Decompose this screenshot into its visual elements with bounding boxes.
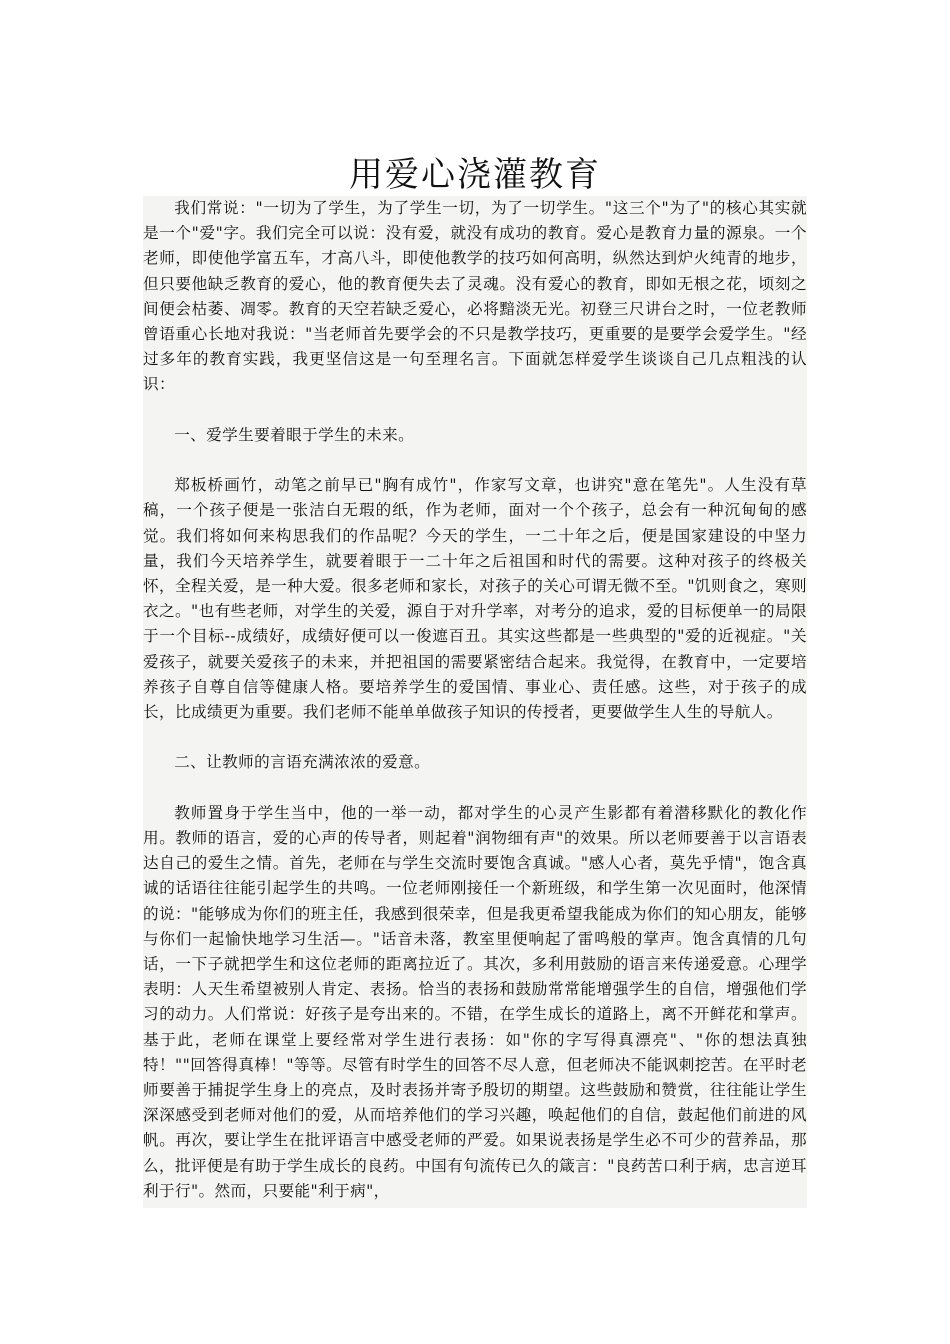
section-1-paragraph: 郑板桥画竹，动笔之前早已"胸有成竹"，作家写文章，也讲究"意在笔先"。人生没有草稿，一个孩子便是一张洁白无瑕的纸，作为老师，面对一个个孩子，总会有一种沉甸甸的感觉。我们将如何来构思我们的作品呢？今天的学生，一二十年之后，便是国家建设的中坚力量，我们今天培养学生，就要着眼于一二十年之后祖国和时代的需要。这种对孩子的终极关怀，全程关爱，是一种大爱。很多老师和家长，对孩子的关心可谓无微不至。"饥则食之，寒则衣之。"也有些老师，对学生的关爱，源自于对升学率，对考分的追求，爱的目标便单一的局限于一个目标--成绩好，成绩好便可以一俊遮百丑。其实这些都是一些典型的"爱的近视症。"关爱孩子，就要关爱孩子的未来，并把祖国的需要紧密结合起来。我觉得，在教育中，一定要培养孩子自尊自信等健康人格。要培养学生的爱国情、事业心、责任感。这些，对于孩子的成长，比成绩更为重要。我们老师不能单单做孩子知识的传授者，更要做学生人生的导航人。 <box>143 476 807 722</box>
document-title: 用爱心浇灌教育 <box>349 154 601 195</box>
section-heading-1: 一、爱学生要着眼于学生的未来。 <box>174 425 415 444</box>
paragraph-gap <box>143 725 807 750</box>
section-heading-2: 二、让教师的言语充满浓浓的爱意。 <box>174 753 431 772</box>
paragraph-gap <box>143 776 807 801</box>
paragraph-gap <box>143 398 807 423</box>
document-body <box>143 196 807 1208</box>
paragraph-gap <box>143 448 807 473</box>
section-2-paragraph: 教师置身于学生当中，他的一举一动，都对学生的心灵产生影都有着潜移默化的教化作用。教师的语言，爱的心声的传导者，则起着"润物细有声"的效果。所以老师要善于以言语表达自己的爱生之情。首先，老师在与学生交流时要饱含真诚。"感人心者，莫先乎情"，饱含真诚的话语往往能引起学生的共鸣。一位老师刚接任一个新班级，和学生第一次见面时，他深情的说："能够成为你们的班主任，我感到很荣幸，但是我更希望我能成为你们的知心朋友，能够与你们一起愉快地学习生活—。"话音未落，教室里便响起了雷鸣般的掌声。饱含真情的几句话，一下子就把学生和这位老师的距离拉近了。其次，多利用鼓励的语言来传递爱意。心理学表明：人天生希望被别人肯定、表扬。恰当的表扬和鼓励常常能增强学生的自信，增强他们学习的动力。人们常说：好孩子是夸出来的。不错，在学生成长的道路上，离不开鲜花和掌声。基于此，老师在课堂上要经常对学生进行表扬：如"你的字写得真漂亮"、"你的想法真独特！""回答得真棒！"等等。尽管有时学生的回答不尽人意，但老师决不能讽刺挖苦。在平时老师要善于捕捉学生身上的亮点，及时表扬并寄予殷切的期望。这些鼓励和赞赏，往往能让学生深深感受到老师对他们的爱，从而培养他们的学习兴趣，唤起他们的自信，鼓起他们前进的风帆。再次，要让学生在批评语言中感受老师的严爱。如果说表扬是学生必不可少的营养品，那么，批评便是有助于学生成长的良药。中国有句流传已久的箴言："良药苦口利于病，忠言逆耳利于行"。然而，只要能"利于病"， <box>143 803 807 1200</box>
intro-paragraph: 我们常说："一切为了学生，为了学生一切，为了一切学生。"这三个"为了"的核心其实就是一个"爱"字。我们完全可以说：没有爱，就没有成功的教育。爱心是教育力量的源泉。一个老师，即使他学富五车，才高八斗，即使他教学的技巧如何高明，纵然达到炉火纯青的地步，但只要他缺乏教育的爱心，他的教育便失去了灵魂。没有爱心的教育，即如无根之花，顷刻之间便会枯萎、凋零。教育的天空若缺乏爱心，必将黯淡无光。初登三尺讲台之时，一位老教师曾语重心长地对我说："当老师首先要学会的不只是教学技巧，更重要的是要学会爱学生。"经过多年的教育实践，我更坚信这是一句至理名言。下面就怎样爱学生谈谈自己几点粗浅的认识： <box>143 199 807 394</box>
